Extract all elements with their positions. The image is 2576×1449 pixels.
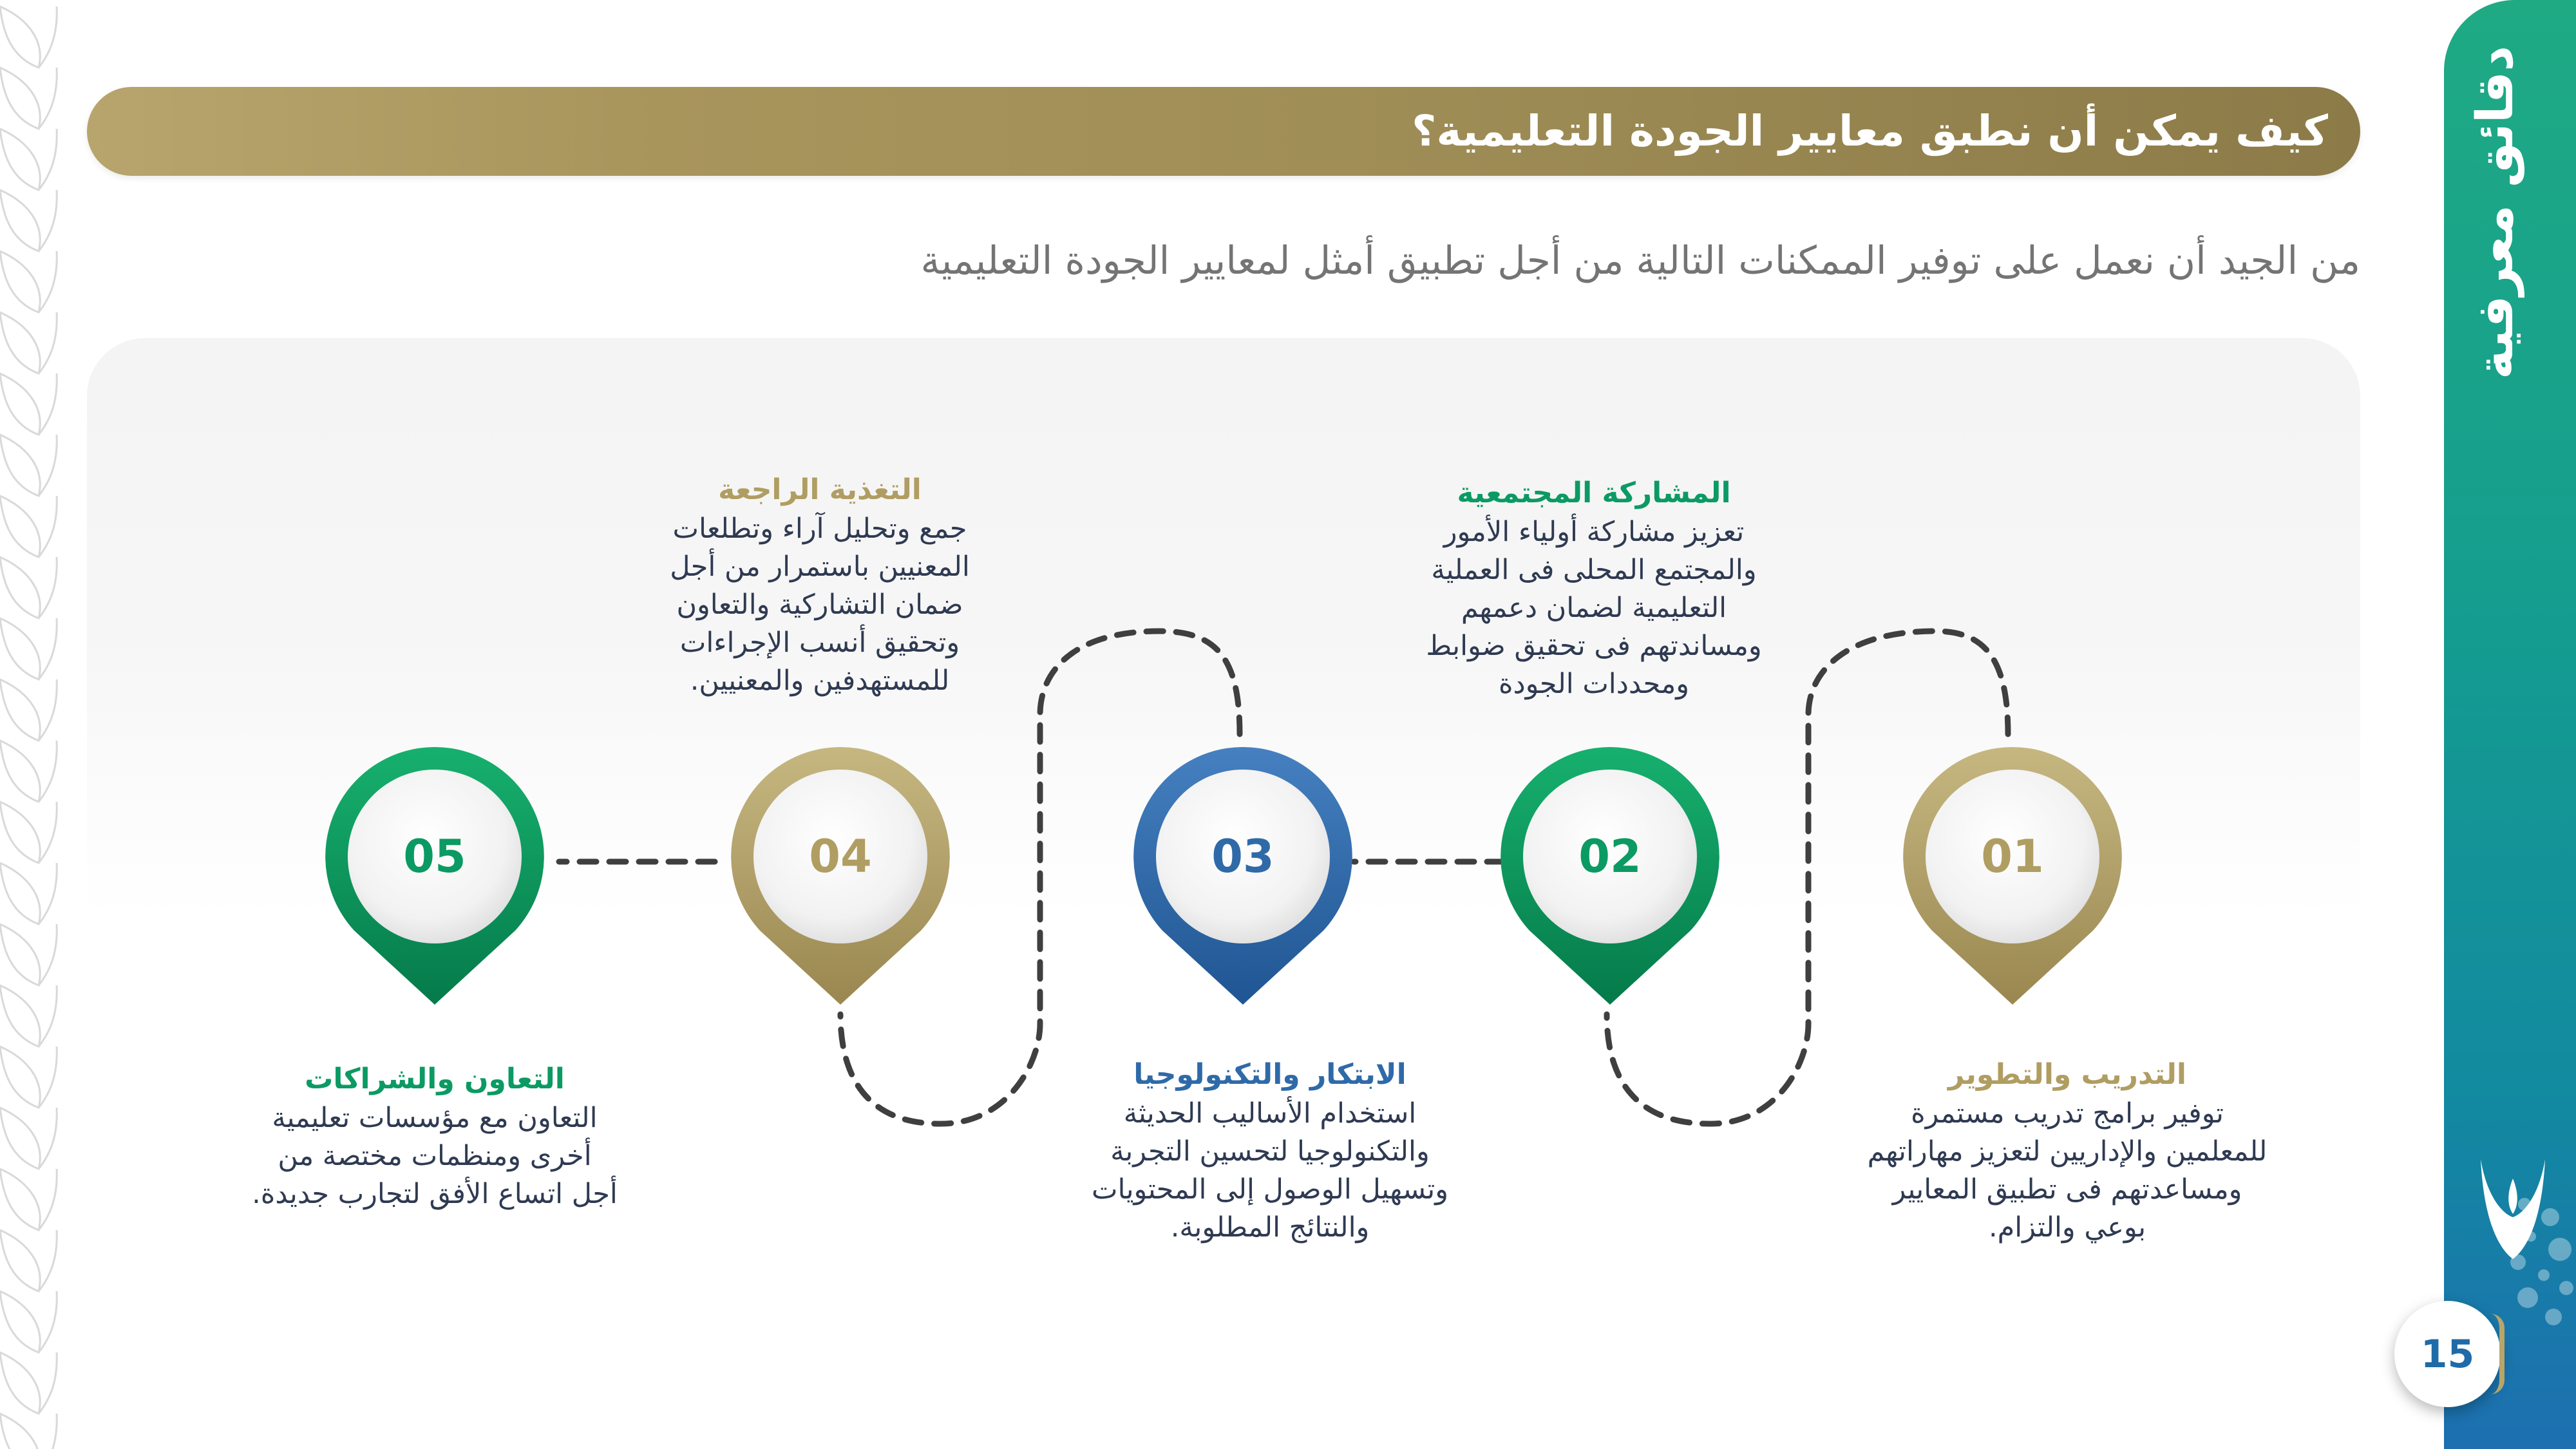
step-02-pin (1497, 744, 1723, 1021)
step-03-text (1064, 1055, 1476, 1247)
step-02-line-2: والمجتمع المحلى فى العملية (1431, 554, 1757, 586)
step-05-line-1: التعاون مع مؤسسات تعليمية (272, 1102, 598, 1134)
step-04-line-5: للمستهدفين والمعنيين. (690, 665, 950, 697)
step-02-line-5: ومحددات الجودة (1498, 668, 1690, 700)
step-05-text (229, 1059, 641, 1213)
step-03-line-4: والنتائج المطلوبة. (1170, 1211, 1370, 1244)
step-02-title: المشاركة المجتمعية (1457, 477, 1731, 509)
step-04-pin (728, 744, 953, 1021)
step-03-line-2: والتكنولوجيا لتحسين التجربة (1110, 1135, 1430, 1168)
step-05-pin (322, 744, 547, 1021)
step-05-number: 05 (403, 830, 466, 883)
step-04-line-4: وتحقيق أنسب الإجراءات (679, 627, 960, 659)
side-panel-title-text: دقائق معرفية (2467, 45, 2525, 380)
step-05-line-3: أجل اتساع الأفق لتجارب جديدة. (252, 1178, 618, 1210)
step-03-line-3: وتسهيل الوصول إلى المحتويات (1092, 1173, 1448, 1206)
step-04-text (614, 470, 1026, 700)
step-04-line-1: جمع وتحليل آراء وتطلعات (672, 513, 967, 545)
step-01-line-3: ومساعدتهم فى تطبيق المعايير (1892, 1173, 2242, 1206)
step-03-number: 03 (1211, 830, 1274, 883)
page-title: كيف يمكن أن نطبق معايير الجودة التعليمية؟ (1412, 106, 2328, 156)
step-01-number: 01 (1981, 830, 2044, 883)
page-subtitle: من الجيد أن نعمل على توفير الممكنات التالية من أجل تطبيق أمثل لمعايير الجودة التعليمية (920, 238, 2360, 283)
step-02-line-1: تعزيز مشاركة أولياء الأمور (1443, 516, 1745, 548)
step-01-line-1: توفير برامج تدريب مستمرة (1911, 1097, 2224, 1130)
step-03-pin (1130, 744, 1356, 1021)
step-05-title: التعاون والشراكات (305, 1063, 565, 1095)
step-04-line-3: ضمان التشاركية والتعاون (676, 589, 963, 621)
step-01-line-2: للمعلمين والإداريين لتعزيز مهاراتهم (1867, 1135, 2268, 1168)
step-02-line-4: ومساندتهم فى تحقيق ضوابط (1426, 630, 1762, 662)
step-05-line-2: أخرى ومنظمات مختصة من (278, 1140, 592, 1172)
step-02-line-3: التعليمية لضمان دعمهم (1461, 592, 1727, 624)
page-number: 15 (2420, 1331, 2475, 1377)
step-01-title: التدريب والتطوير (1948, 1058, 2186, 1091)
step-04-number: 04 (809, 830, 872, 883)
step-03-line-1: استخدام الأساليب الحديثة (1123, 1097, 1417, 1130)
step-02-number: 02 (1578, 830, 1642, 883)
step-01-pin (1900, 744, 2125, 1021)
step-01-text (1861, 1055, 2273, 1247)
step-03-title: الابتكار والتكنولوجيا (1133, 1058, 1406, 1091)
step-02-text (1388, 473, 1800, 703)
step-04-title: التغذية الراجعة (718, 473, 922, 506)
step-01-line-4: بوعي والتزام. (1988, 1211, 2146, 1244)
step-04-line-2: المعنيين باستمرار من أجل (670, 551, 970, 583)
